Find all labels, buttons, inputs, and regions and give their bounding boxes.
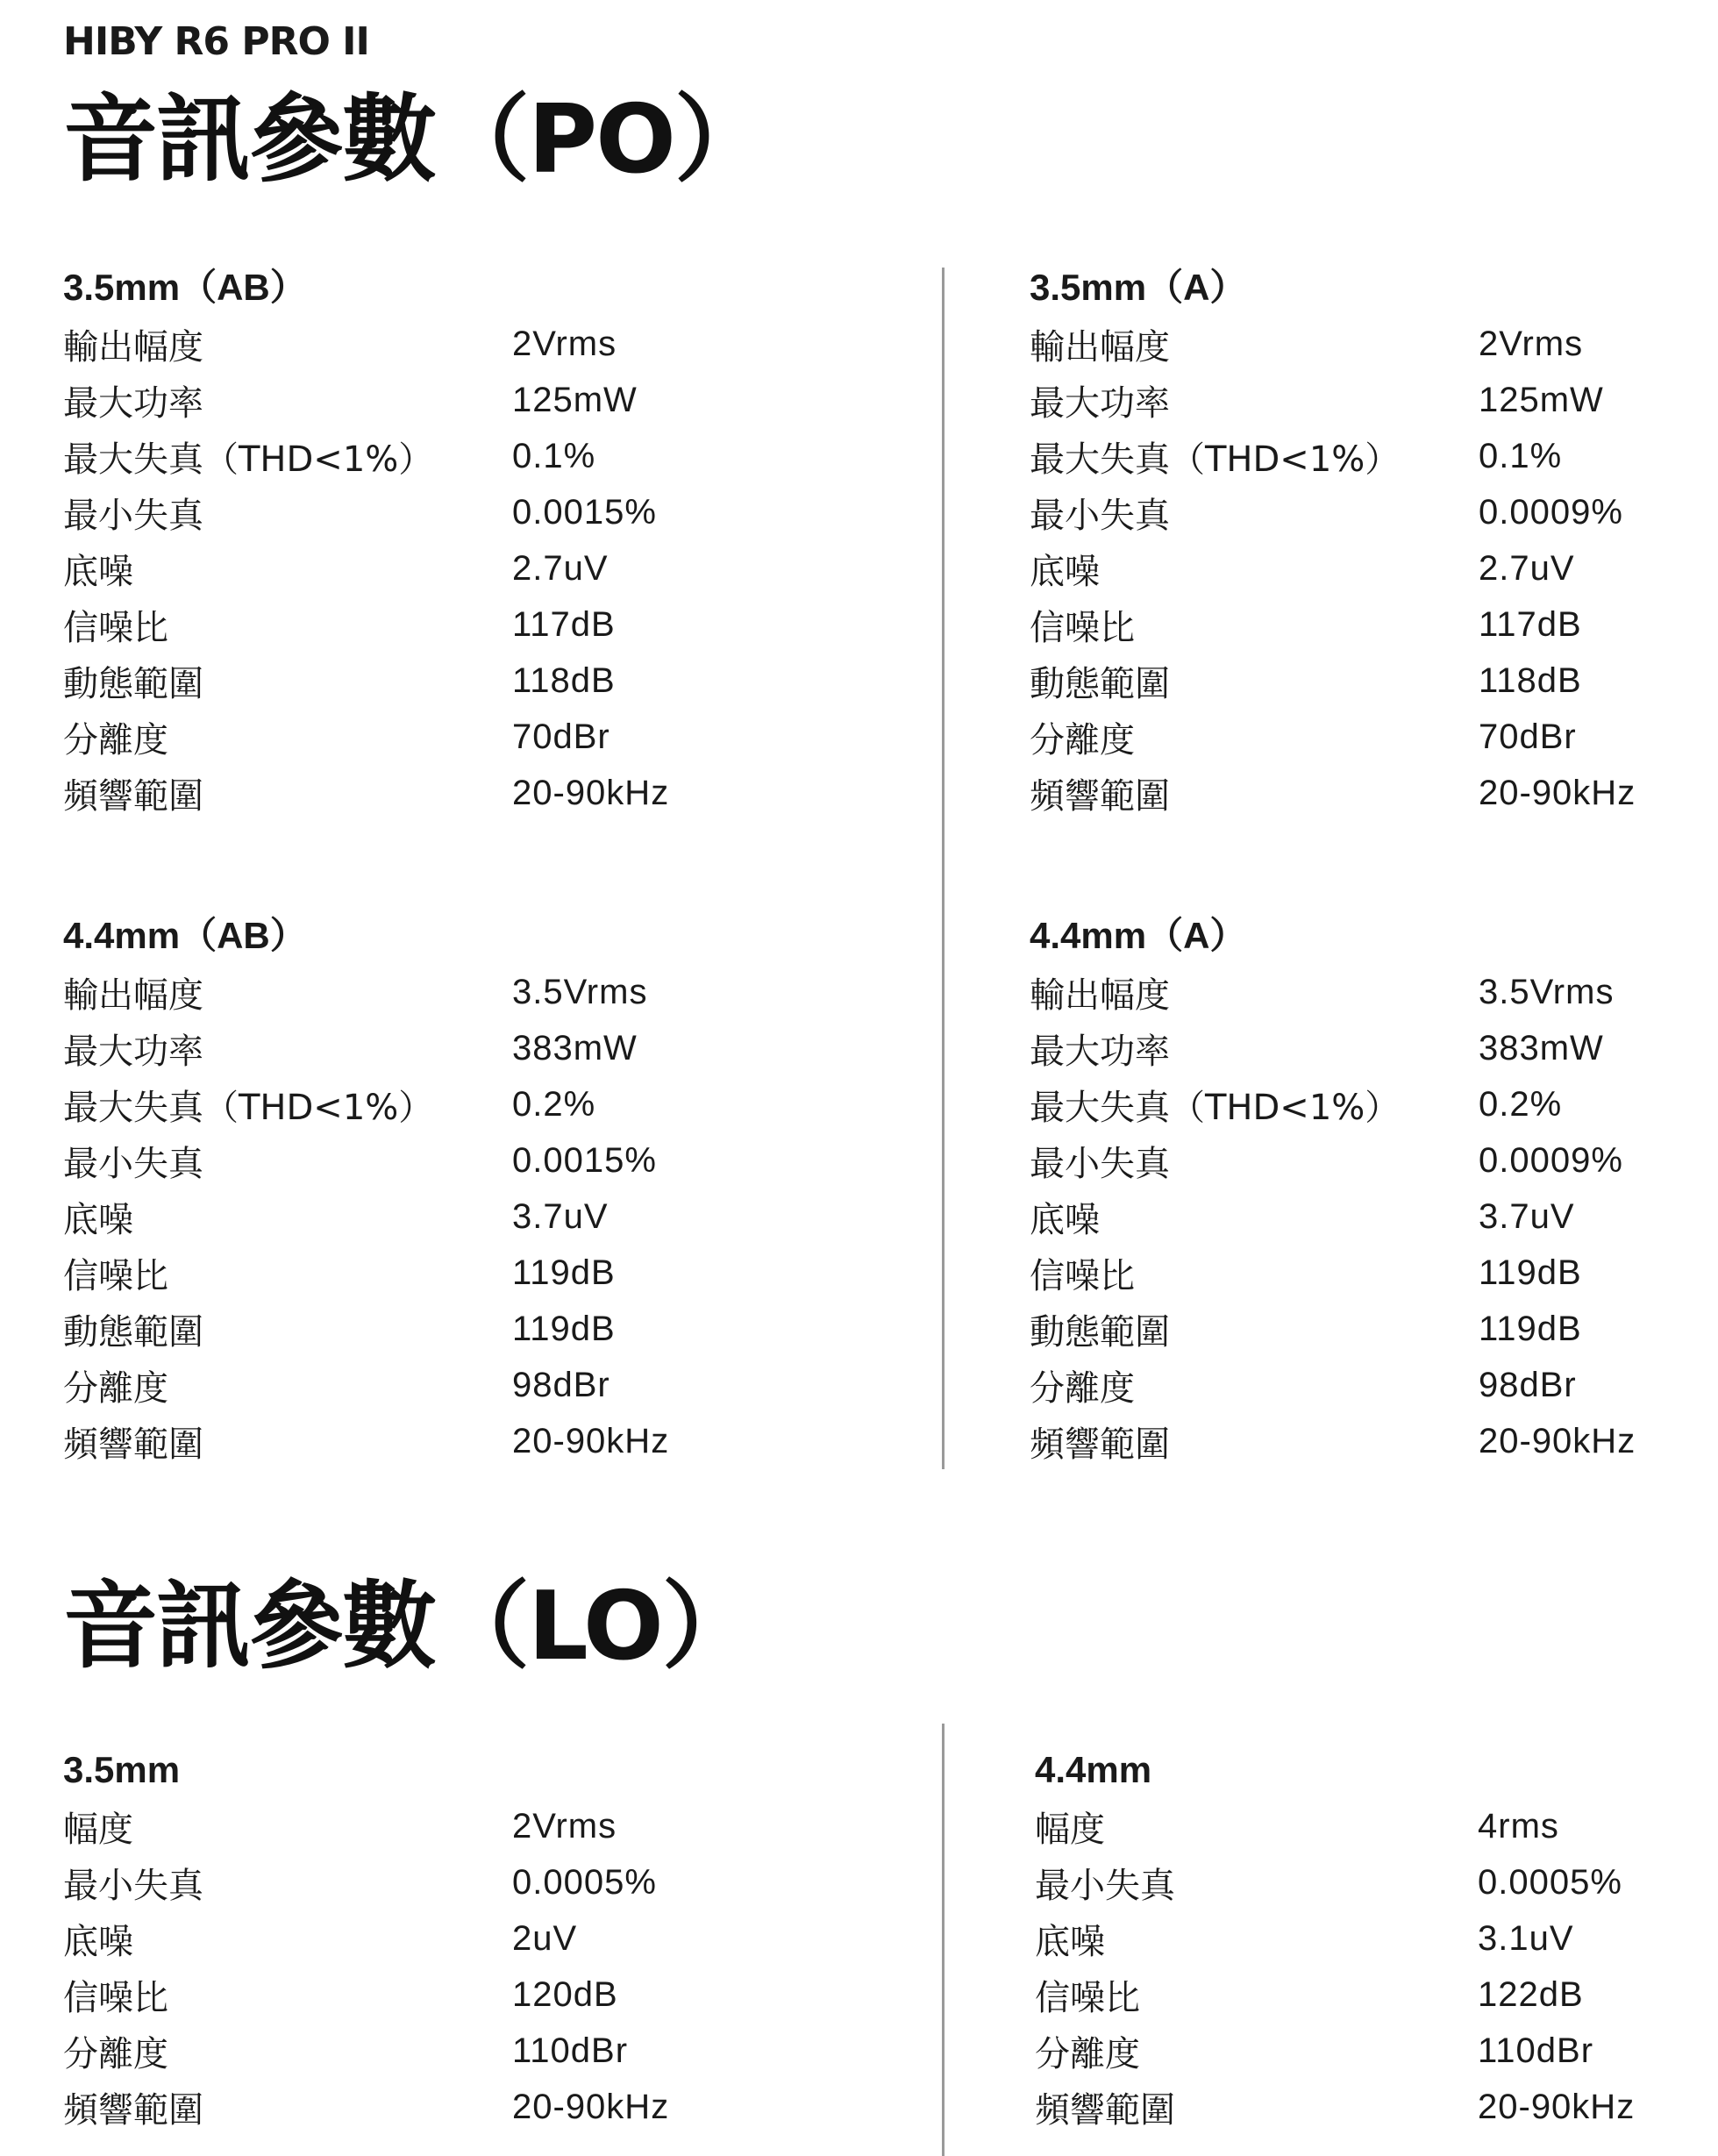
spec-row — [63, 1414, 852, 1470]
spec-value: 118dB — [1479, 661, 1582, 701]
spec-label: 最大功率 — [63, 382, 203, 424]
block-title: 4.4mm（AB） — [63, 915, 307, 956]
spec-row — [1030, 766, 1718, 822]
spec-row — [1030, 964, 1718, 1020]
spec-label: 最大失真（THD<1%） — [1030, 439, 1401, 480]
spec-value: 119dB — [1479, 1310, 1582, 1349]
spec-label: 頻響範圍 — [1035, 2090, 1175, 2131]
spec-row — [1030, 596, 1718, 653]
spec-value: 117dB — [512, 605, 616, 645]
spec-label: 最小失真 — [63, 495, 203, 536]
spec-value: 0.0005% — [1478, 1862, 1622, 1902]
spec-label: 信噪比 — [1035, 1977, 1140, 2018]
spec-label: 最小失真 — [1035, 1865, 1175, 1906]
spec-label: 分離度 — [63, 2033, 168, 2074]
spec-label: 信噪比 — [63, 608, 168, 649]
spec-row — [63, 766, 852, 822]
spec-row — [1030, 484, 1718, 540]
block-title: 3.5mm（AB） — [63, 267, 307, 308]
spec-label: 分離度 — [63, 720, 168, 761]
spec-row — [63, 964, 852, 1020]
spec-value: 2Vrms — [1479, 324, 1584, 363]
spec-value: 20-90kHz — [1479, 774, 1636, 813]
spec-value: 20-90kHz — [512, 1422, 670, 1461]
spec-row — [1030, 1414, 1718, 1470]
spec-row — [1035, 2079, 1718, 2135]
spec-label: 信噪比 — [63, 1256, 168, 1297]
spec-row — [1030, 1132, 1718, 1189]
spec-label: 頻響範圍 — [1030, 1424, 1170, 1466]
spec-value: 117dB — [1479, 605, 1582, 645]
spec-row — [63, 1302, 852, 1358]
spec-row — [1035, 2023, 1718, 2079]
spec-label: 分離度 — [1035, 2033, 1140, 2074]
spec-row — [63, 1798, 852, 1854]
spec-value: 110dBr — [512, 2031, 629, 2070]
spec-value: 0.0015% — [512, 492, 657, 532]
spec-block-po-3-5mm-ab — [63, 260, 852, 822]
spec-label: 動態範圍 — [1030, 664, 1170, 705]
spec-value: 125mW — [1479, 380, 1604, 419]
spec-value: 0.1% — [512, 436, 596, 475]
spec-row — [63, 540, 852, 596]
spec-row — [1030, 1076, 1718, 1132]
spec-label: 最大功率 — [63, 1031, 203, 1072]
spec-value: 4rms — [1478, 1806, 1559, 1845]
spec-row — [1030, 1189, 1718, 1245]
spec-value: 20-90kHz — [1479, 1422, 1636, 1461]
spec-value: 20-90kHz — [512, 774, 670, 813]
spec-value: 118dB — [512, 661, 616, 701]
spec-row — [1030, 1245, 1718, 1301]
spec-label: 信噪比 — [1030, 1256, 1135, 1297]
spec-label: 頻響範圍 — [63, 1424, 203, 1466]
brand-header: HIBY R6 PRO II — [63, 19, 369, 64]
spec-label: 分離度 — [1030, 1368, 1135, 1410]
spec-label: 最小失真 — [1030, 1143, 1170, 1184]
block-title: 3.5mm（A） — [1030, 267, 1247, 308]
spec-value: 70dBr — [512, 717, 610, 757]
column-divider-lo — [942, 1724, 945, 2156]
spec-label: 頻響範圍 — [63, 2090, 203, 2131]
spec-row — [1030, 1020, 1718, 1076]
spec-row — [63, 428, 852, 484]
section-title-lo: 音訊參數（LO） — [63, 1572, 755, 1681]
spec-label: 底噪 — [63, 1921, 133, 1962]
spec-label: 動態範圍 — [63, 1312, 203, 1353]
spec-row — [1035, 1854, 1718, 1910]
spec-label: 最大失真（THD<1%） — [1030, 1087, 1401, 1128]
spec-row — [1035, 1910, 1718, 1967]
spec-row — [63, 1189, 852, 1245]
spec-row — [63, 1020, 852, 1076]
spec-row — [63, 710, 852, 766]
spec-value: 383mW — [512, 1028, 638, 1067]
spec-row — [63, 484, 852, 540]
spec-label: 動態範圍 — [1030, 1312, 1170, 1353]
spec-label: 最大失真（THD<1%） — [63, 1087, 434, 1128]
spec-row — [1030, 540, 1718, 596]
spec-row — [1035, 1798, 1718, 1854]
spec-label: 輸出幅度 — [1030, 974, 1170, 1016]
spec-row — [63, 596, 852, 653]
spec-row — [1030, 428, 1718, 484]
spec-block-lo-4-4mm — [1035, 1742, 1718, 2136]
spec-row — [63, 1132, 852, 1189]
spec-label: 底噪 — [1030, 1199, 1100, 1240]
spec-value: 0.0005% — [512, 1862, 657, 1902]
spec-row — [63, 372, 852, 428]
spec-row — [63, 653, 852, 710]
spec-value: 98dBr — [512, 1366, 610, 1405]
spec-label: 幅度 — [1035, 1809, 1105, 1850]
spec-value: 2.7uV — [1479, 548, 1575, 588]
spec-label: 信噪比 — [63, 1977, 168, 2018]
spec-block-po-4-4mm-ab — [63, 908, 852, 1470]
spec-value: 110dBr — [1478, 2031, 1594, 2070]
spec-row — [1035, 1967, 1718, 2023]
spec-row — [1030, 372, 1718, 428]
spec-label: 底噪 — [1030, 551, 1100, 592]
spec-label: 底噪 — [63, 551, 133, 592]
spec-label: 分離度 — [1030, 720, 1135, 761]
spec-label: 輸出幅度 — [63, 326, 203, 368]
spec-row — [63, 1245, 852, 1301]
spec-row — [1030, 1358, 1718, 1414]
spec-label: 頻響範圍 — [1030, 776, 1170, 817]
spec-value: 0.0009% — [1479, 1140, 1623, 1180]
spec-value: 98dBr — [1479, 1366, 1577, 1405]
spec-value: 0.2% — [1479, 1084, 1563, 1124]
spec-row — [63, 2079, 852, 2135]
spec-label: 幅度 — [63, 1809, 133, 1850]
spec-value: 122dB — [1478, 1974, 1584, 2014]
spec-value: 2Vrms — [512, 1806, 617, 1845]
spec-row — [63, 316, 852, 372]
spec-block-po-4-4mm-a — [1030, 908, 1718, 1470]
spec-label: 動態範圍 — [63, 664, 203, 705]
spec-label: 最小失真 — [1030, 495, 1170, 536]
spec-row — [1030, 653, 1718, 710]
spec-value: 119dB — [1479, 1253, 1582, 1293]
spec-label: 輸出幅度 — [1030, 326, 1170, 368]
spec-value: 3.1uV — [1478, 1918, 1574, 1958]
spec-value: 20-90kHz — [512, 2088, 670, 2127]
spec-value: 2.7uV — [512, 548, 609, 588]
spec-row — [63, 1358, 852, 1414]
spec-value: 3.7uV — [1479, 1196, 1575, 1236]
spec-value: 3.7uV — [512, 1196, 609, 1236]
spec-value: 3.5Vrms — [512, 972, 648, 1011]
spec-value: 125mW — [512, 380, 638, 419]
spec-row — [1030, 710, 1718, 766]
block-title: 4.4mm（A） — [1030, 915, 1247, 956]
spec-label: 最大失真（THD<1%） — [63, 439, 434, 480]
spec-value: 0.0009% — [1479, 492, 1623, 532]
spec-label: 輸出幅度 — [63, 974, 203, 1016]
spec-row — [63, 1854, 852, 1910]
spec-row — [63, 1967, 852, 2023]
spec-label: 最大功率 — [1030, 382, 1170, 424]
spec-row — [63, 1076, 852, 1132]
spec-label: 底噪 — [63, 1199, 133, 1240]
spec-value: 0.2% — [512, 1084, 596, 1124]
spec-row — [1030, 316, 1718, 372]
spec-label: 底噪 — [1035, 1921, 1105, 1962]
spec-block-lo-3-5mm — [63, 1742, 852, 2136]
spec-value: 3.5Vrms — [1479, 972, 1615, 1011]
block-title: 3.5mm — [63, 1749, 181, 1790]
spec-value: 70dBr — [1479, 717, 1577, 757]
column-divider-po — [942, 268, 945, 1469]
spec-label: 分離度 — [63, 1368, 168, 1410]
spec-label: 最小失真 — [63, 1143, 203, 1184]
spec-row — [63, 2023, 852, 2079]
spec-value: 120dB — [512, 1974, 618, 2014]
spec-row — [63, 1910, 852, 1967]
section-title-po: 音訊參數（PO） — [63, 85, 767, 195]
spec-value: 119dB — [512, 1310, 616, 1349]
spec-value: 2uV — [512, 1918, 578, 1958]
spec-value: 0.1% — [1479, 436, 1563, 475]
spec-value: 20-90kHz — [1478, 2088, 1636, 2127]
spec-row — [1030, 1302, 1718, 1358]
spec-label: 最大功率 — [1030, 1031, 1170, 1072]
spec-value: 0.0015% — [512, 1140, 657, 1180]
spec-label: 信噪比 — [1030, 608, 1135, 649]
spec-block-po-3-5mm-a — [1030, 260, 1718, 822]
spec-value: 383mW — [1479, 1028, 1604, 1067]
spec-value: 119dB — [512, 1253, 616, 1293]
block-title: 4.4mm — [1035, 1749, 1152, 1790]
spec-label: 最小失真 — [63, 1865, 203, 1906]
spec-label: 頻響範圍 — [63, 776, 203, 817]
spec-value: 2Vrms — [512, 324, 617, 363]
